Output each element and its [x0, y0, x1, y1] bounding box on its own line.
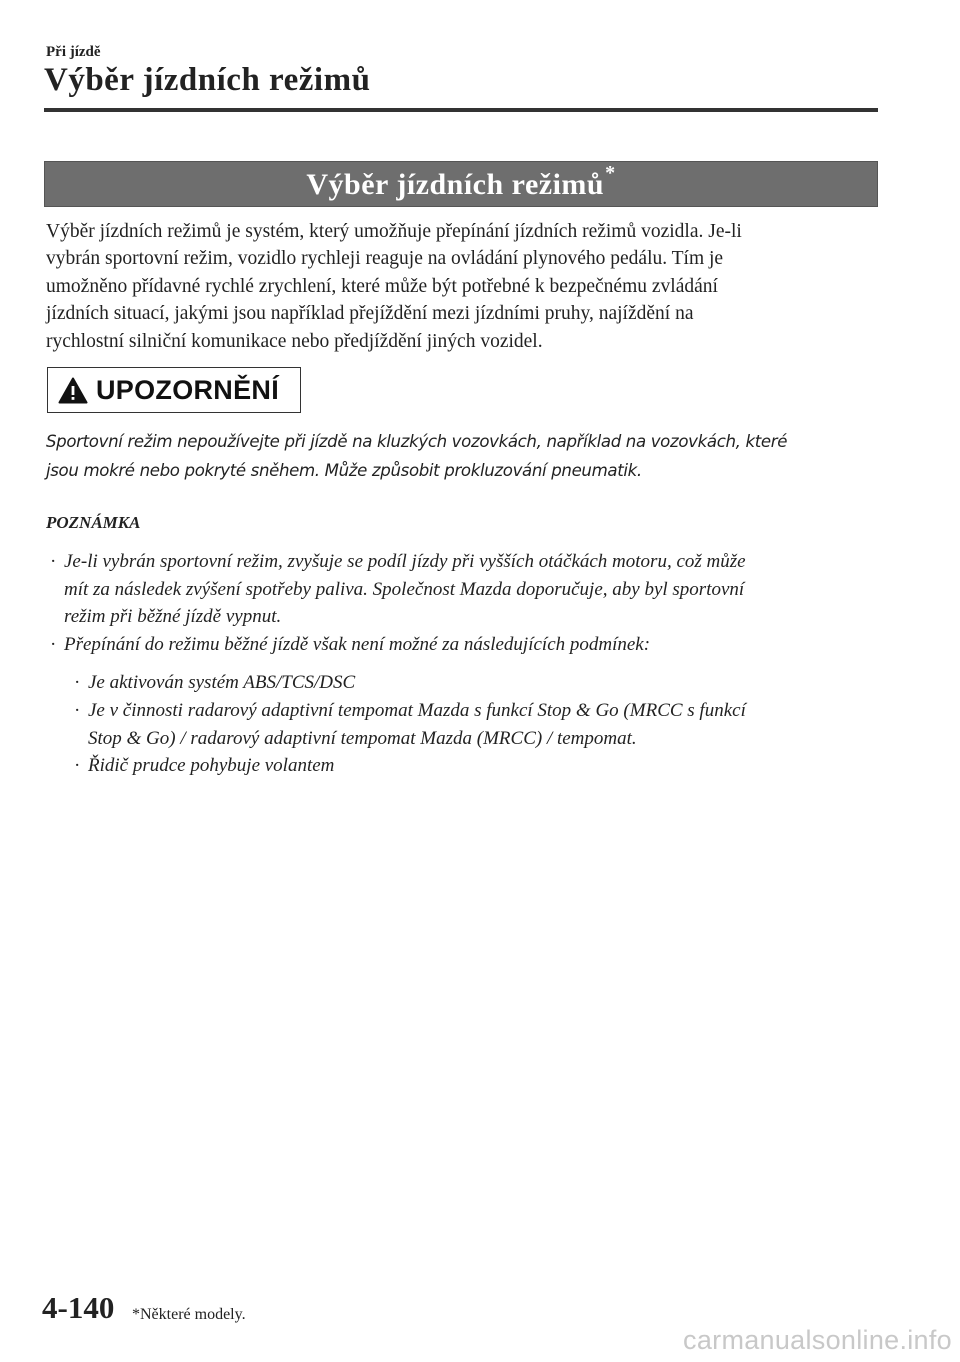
bullet: · [74, 672, 81, 694]
bullet: · [50, 633, 57, 655]
intro-line: jízdních situací, jakými jsou například přejíždění mezi jízdními pruhy, najíždění na [46, 303, 694, 325]
sub-line: Je v činnosti radarový adaptivní tempomat Mazda s funkcí Stop & Go (MRCC s funkcí [88, 699, 746, 721]
header-rule [44, 108, 878, 112]
intro-line: rychlostní silniční komunikace nebo předjíždění jiných vozidel. [46, 330, 543, 352]
sub-line: Řidič prudce pohybuje volantem [88, 755, 335, 777]
page-title: Výběr jízdních režimů [44, 62, 371, 98]
sub-item [70, 697, 876, 752]
section-heading-text: Výběr jízdních režimů [306, 168, 605, 201]
caution-line: jsou mokré nebo pokryté sněhem. Může způsobit prokluzování pneumatik. [46, 460, 642, 480]
sub-item [70, 669, 876, 697]
caution-text [46, 428, 876, 485]
note-line: mít za následek zvýšení spotřeby paliva. Společnost Mazda doporučuje, aby byl sportovní [64, 578, 745, 600]
note-line: režim při běžné jízdě vypnut. [64, 606, 282, 628]
sub-line: Stop & Go) / radarový adaptivní tempomat Mazda (MRCC) / tempomat. [88, 727, 637, 749]
section-heading-bar [44, 161, 878, 207]
sub-item [70, 752, 876, 780]
note-item [46, 548, 876, 631]
bullet: · [50, 551, 57, 572]
warning-triangle-icon [58, 377, 88, 404]
note-list [46, 548, 876, 780]
page-number: 4-140 [42, 1290, 115, 1325]
note-line: Je-li vybrán sportovní režim, zvyšuje se podíl jízdy při vyšších otáčkách motoru, což může [64, 551, 746, 572]
section-label: Při jízdě [46, 44, 101, 60]
bullet: · [74, 755, 81, 777]
note-title: POZNÁMKA [46, 513, 141, 532]
watermark: carmanualsonline.info [683, 1325, 952, 1355]
sub-line: Je aktivován systém ABS/TCS/DSC [88, 672, 356, 694]
footnote: *Některé modely. [132, 1306, 246, 1323]
intro-line: umožněno přídavné rychlé zrychlení, které může být potřebné k bezpečnému zvládání [46, 275, 718, 297]
intro-paragraph [46, 218, 876, 355]
caution-label: UPOZORNĚNÍ [96, 374, 280, 405]
caution-line: Sportovní režim nepoužívejte při jízdě na kluzkých vozovkách, například na vozovkách, které [46, 432, 788, 451]
note-item [46, 631, 876, 659]
bullet: · [74, 699, 81, 721]
caution-box [47, 367, 301, 413]
heading-asterisk: * [605, 162, 616, 184]
section-heading [306, 162, 616, 202]
intro-line: vybrán sportovní režim, vozidlo rychleji reaguje na ovládání plynového pedálu. Tím je [46, 248, 724, 270]
note-line: Přepínání do režimu běžné jízdě však není možné za následujících podmínek: [64, 633, 651, 655]
sub-list [46, 669, 876, 779]
intro-line: Výběr jízdních režimů je systém, který umožňuje přepínání jízdních režimů vozidla. Je-li [46, 221, 742, 242]
